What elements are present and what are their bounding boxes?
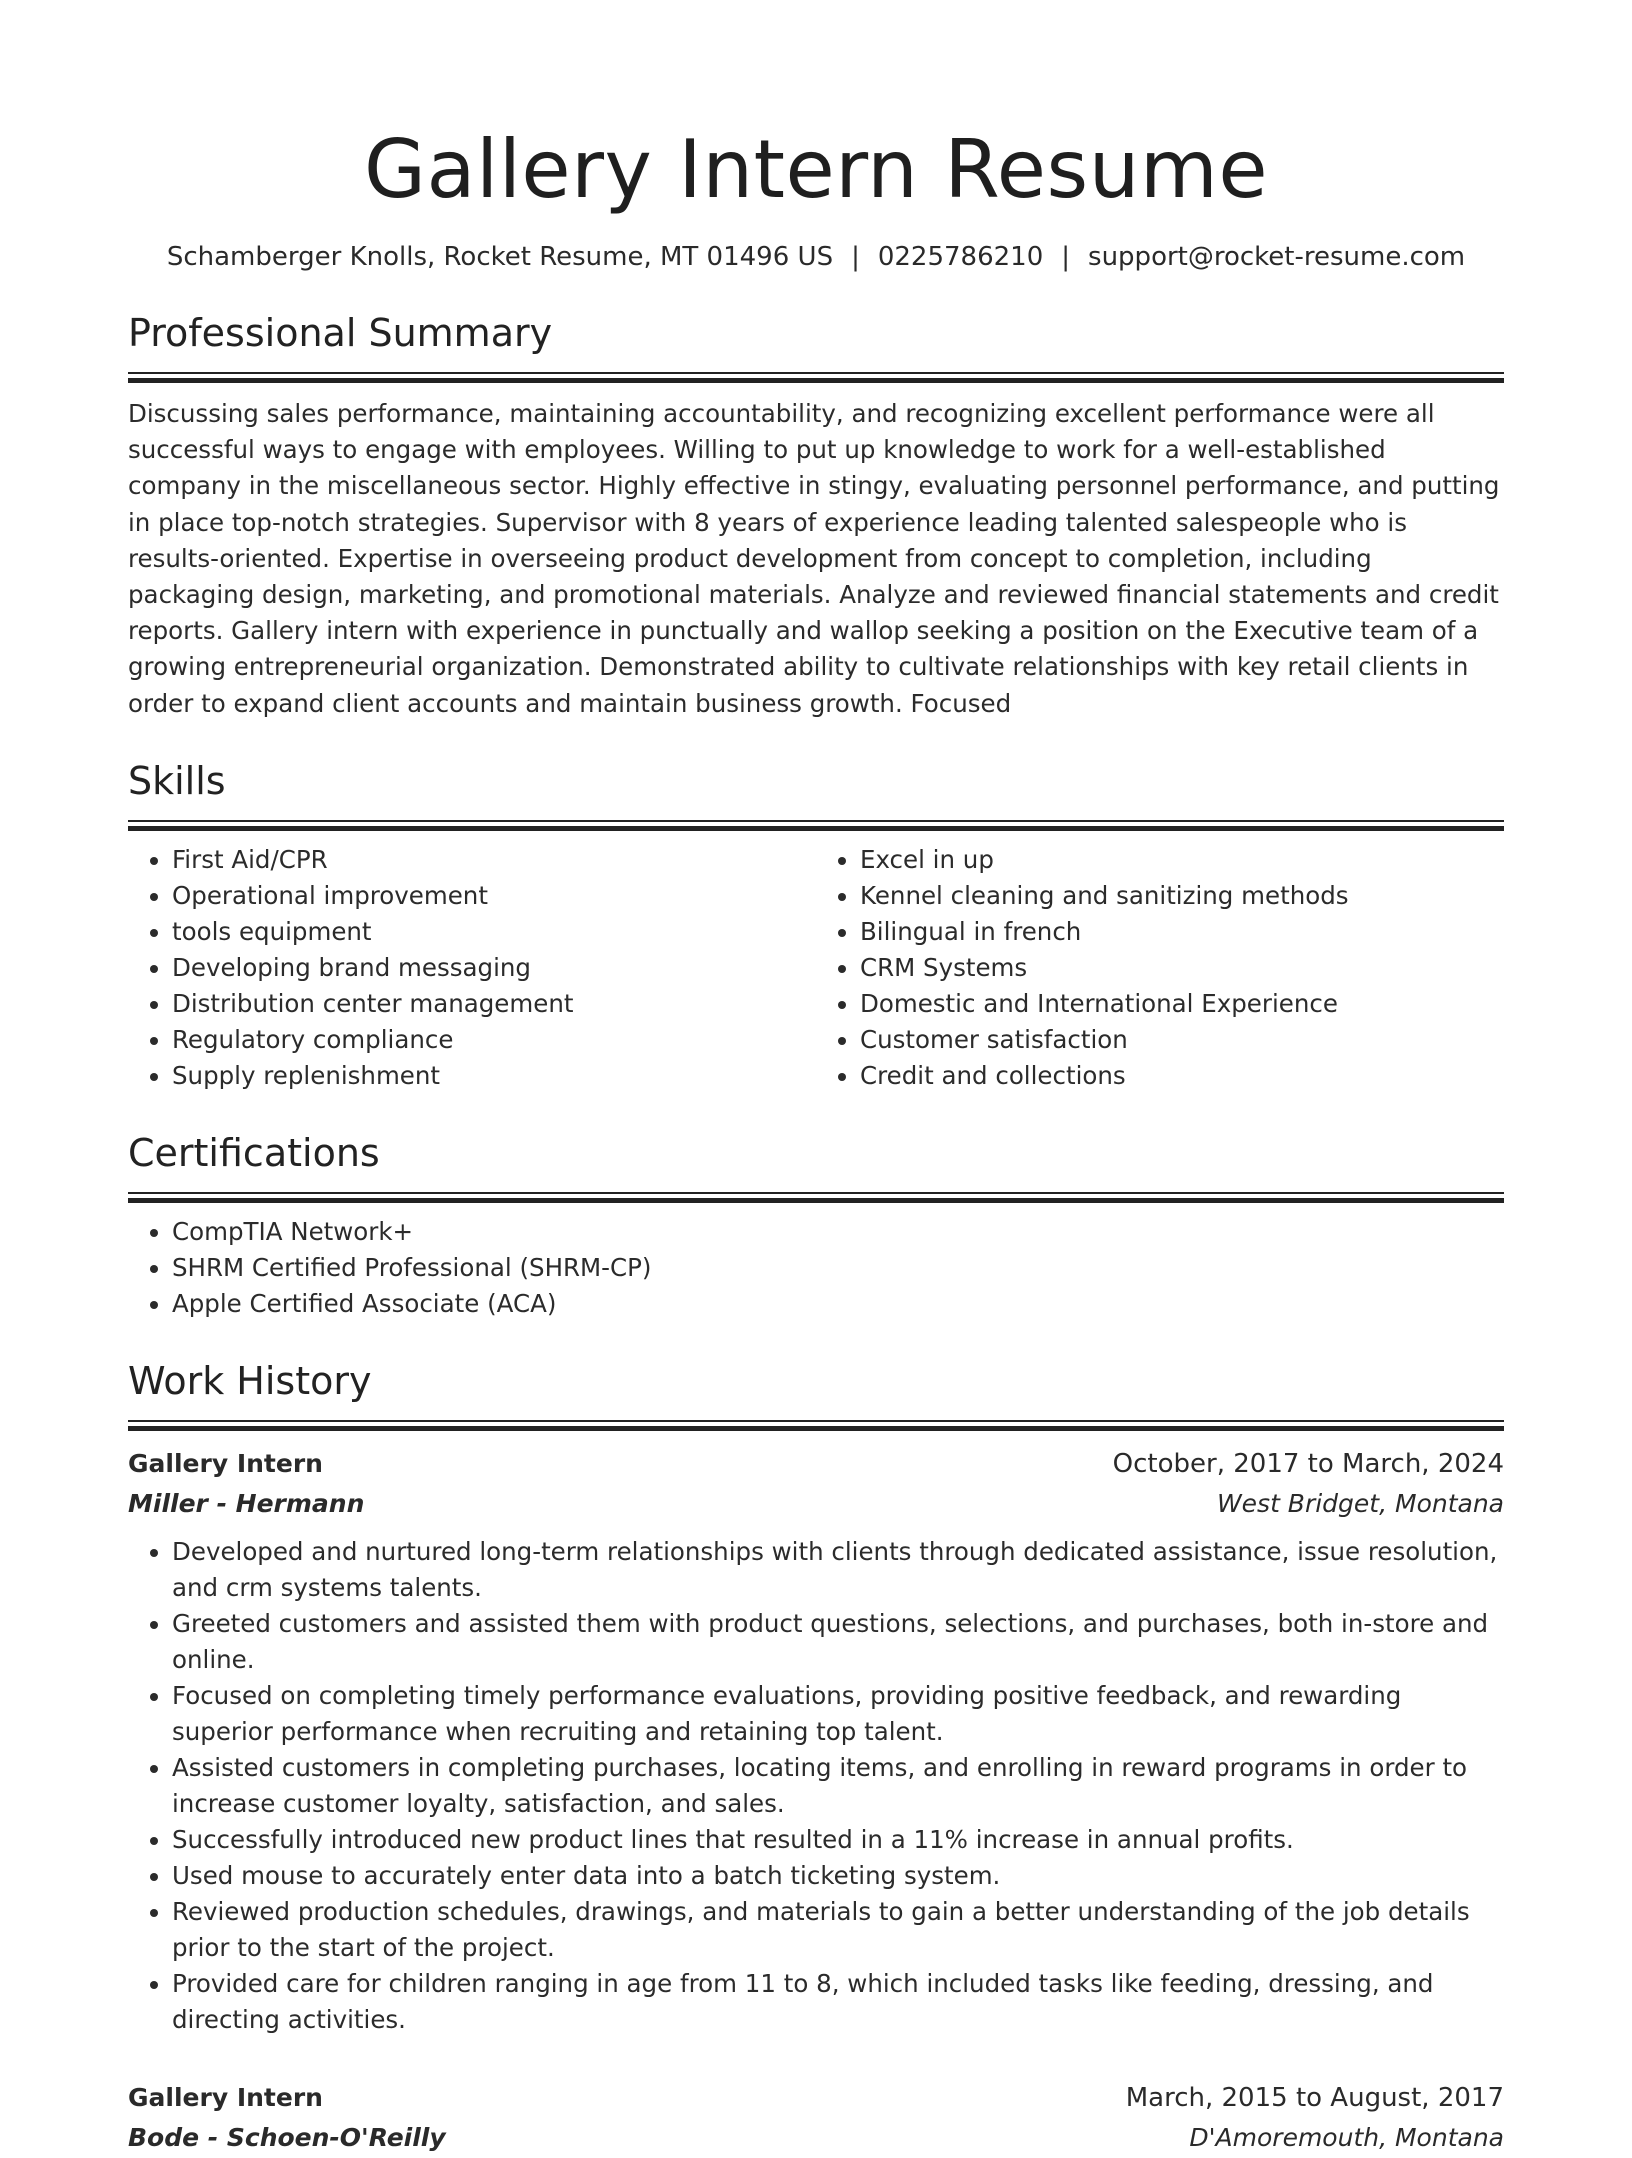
section-divider	[128, 372, 1504, 382]
contact-line	[128, 240, 1504, 274]
job-entry	[128, 2078, 1504, 2158]
summary-section	[128, 308, 1504, 722]
skills-list-right	[816, 842, 1504, 1094]
skills-section	[128, 756, 1504, 1094]
job-entry	[128, 1444, 1504, 2038]
skill-item: • Excel in up	[860, 842, 1504, 878]
job-duty-item: • Assisted customers in completing purchases, locating items, and enrolling in reward programs in order to increase customer loyalty, satisfaction, and sales.	[172, 1750, 1504, 1822]
section-divider	[128, 820, 1504, 830]
job-title: Gallery Intern	[128, 1448, 323, 1478]
skill-item: • tools equipment	[172, 914, 816, 950]
contact-separator: |	[851, 242, 860, 272]
skill-item: • Bilingual in french	[860, 914, 1504, 950]
skill-item: • Customer satisfaction	[860, 1022, 1504, 1058]
job-location: D'Amoremouth, Montana	[1189, 2122, 1504, 2152]
certification-item: • SHRM Certified Professional (SHRM-CP)	[172, 1250, 1504, 1286]
job-dates: October, 2017 to March, 2024	[1112, 1448, 1504, 1479]
job-company-row	[128, 1484, 1504, 1524]
certifications-list	[128, 1214, 1504, 1322]
job-duties-list	[128, 1534, 1504, 2038]
job-duty-item: • Successfully introduced new product lines that resulted in a 11% increase in annual profits.	[172, 1822, 1504, 1858]
skill-item: • Domestic and International Experience	[860, 986, 1504, 1022]
contact-email: support@rocket-resume.com	[1088, 242, 1466, 272]
job-duty-item: • Focused on completing timely performance evaluations, providing positive feedback, and rewarding superior performance when recruiting and retaining top talent.	[172, 1678, 1504, 1750]
job-location: West Bridget, Montana	[1216, 1488, 1504, 1518]
contact-separator: |	[1061, 242, 1071, 272]
job-company: Bode - Schoen-O'Reilly	[128, 2122, 446, 2152]
contact-address: Schamberger Knolls, Rocket Resume, MT 01496 US	[166, 242, 834, 272]
skill-item: • CRM Systems	[860, 950, 1504, 986]
job-duty-item: • Used mouse to accurately enter data into a batch ticketing system.	[172, 1858, 1504, 1894]
section-title-work-history: Work History	[128, 1358, 372, 1403]
job-duty-item: • Reviewed production schedules, drawings, and materials to gain a better understanding of the job details prior to the start of the project.	[172, 1894, 1504, 1966]
job-header-row	[128, 1444, 1504, 1484]
job-duty-item: • Greeted customers and assisted them with product questions, selections, and purchases, both in-store and online.	[172, 1606, 1504, 1678]
skill-item: • Credit and collections	[860, 1058, 1504, 1094]
job-company: Miller - Hermann	[128, 1488, 365, 1518]
job-dates: March, 2015 to August, 2017	[1125, 2082, 1504, 2113]
section-divider	[128, 1420, 1504, 1430]
summary-text: Discussing sales performance, maintaining accountability, and recognizing excellent performance were all successful ways to engage with employees. Willing to put up knowledge to work for a well-established company in the miscellaneous sector. Highly effective in stingy, evaluating personnel performance, and putting in place top-notch strategies. Supervisor with 8 years of experience leading talented salespeople who is results-oriented. Expertise in overseeing product development from concept to completion, including packaging design, marketing, and promotional materials. Analyze and reviewed financial statements and credit reports. Gallery intern with experience in punctually and wallop seeking a position on the Executive team of a growing entrepreneurial organization. Demonstrated ability to cultivate relationships with key retail clients in order to expand client accounts and maintain business growth. Focused	[128, 399, 1500, 718]
skill-item: • Operational improvement	[172, 878, 816, 914]
skills-grid	[128, 842, 1504, 1094]
skills-list-left	[128, 842, 816, 1094]
certification-item: • CompTIA Network+	[172, 1214, 1504, 1250]
certifications-section	[128, 1128, 1504, 1322]
skill-item: • Developing brand messaging	[172, 950, 816, 986]
certification-item: • Apple Certified Associate (ACA)	[172, 1286, 1504, 1322]
section-title-certifications: Certifications	[128, 1130, 380, 1175]
contact-phone: 0225786210	[877, 242, 1044, 272]
skill-item: • First Aid/CPR	[172, 842, 816, 878]
skill-item: • Distribution center management	[172, 986, 816, 1022]
section-divider	[128, 1192, 1504, 1202]
skill-item: • Kennel cleaning and sanitizing methods	[860, 878, 1504, 914]
job-duty-item: • Developed and nurtured long-term relationships with clients through dedicated assistance, issue resolution, and crm systems talents.	[172, 1534, 1504, 1606]
skill-item: • Regulatory compliance	[172, 1022, 816, 1058]
job-company-row	[128, 2118, 1504, 2158]
section-title-summary: Professional Summary	[128, 311, 553, 355]
work-history-section	[128, 1356, 1504, 2158]
section-title-skills: Skills	[128, 758, 226, 803]
skill-item: • Supply replenishment	[172, 1058, 816, 1094]
job-title: Gallery Intern	[128, 2082, 323, 2112]
job-duty-item: • Provided care for children ranging in age from 11 to 8, which included tasks like feeding, dressing, and directing activities.	[172, 1966, 1504, 2038]
resume-title: Gallery Intern Resume	[363, 123, 1269, 216]
